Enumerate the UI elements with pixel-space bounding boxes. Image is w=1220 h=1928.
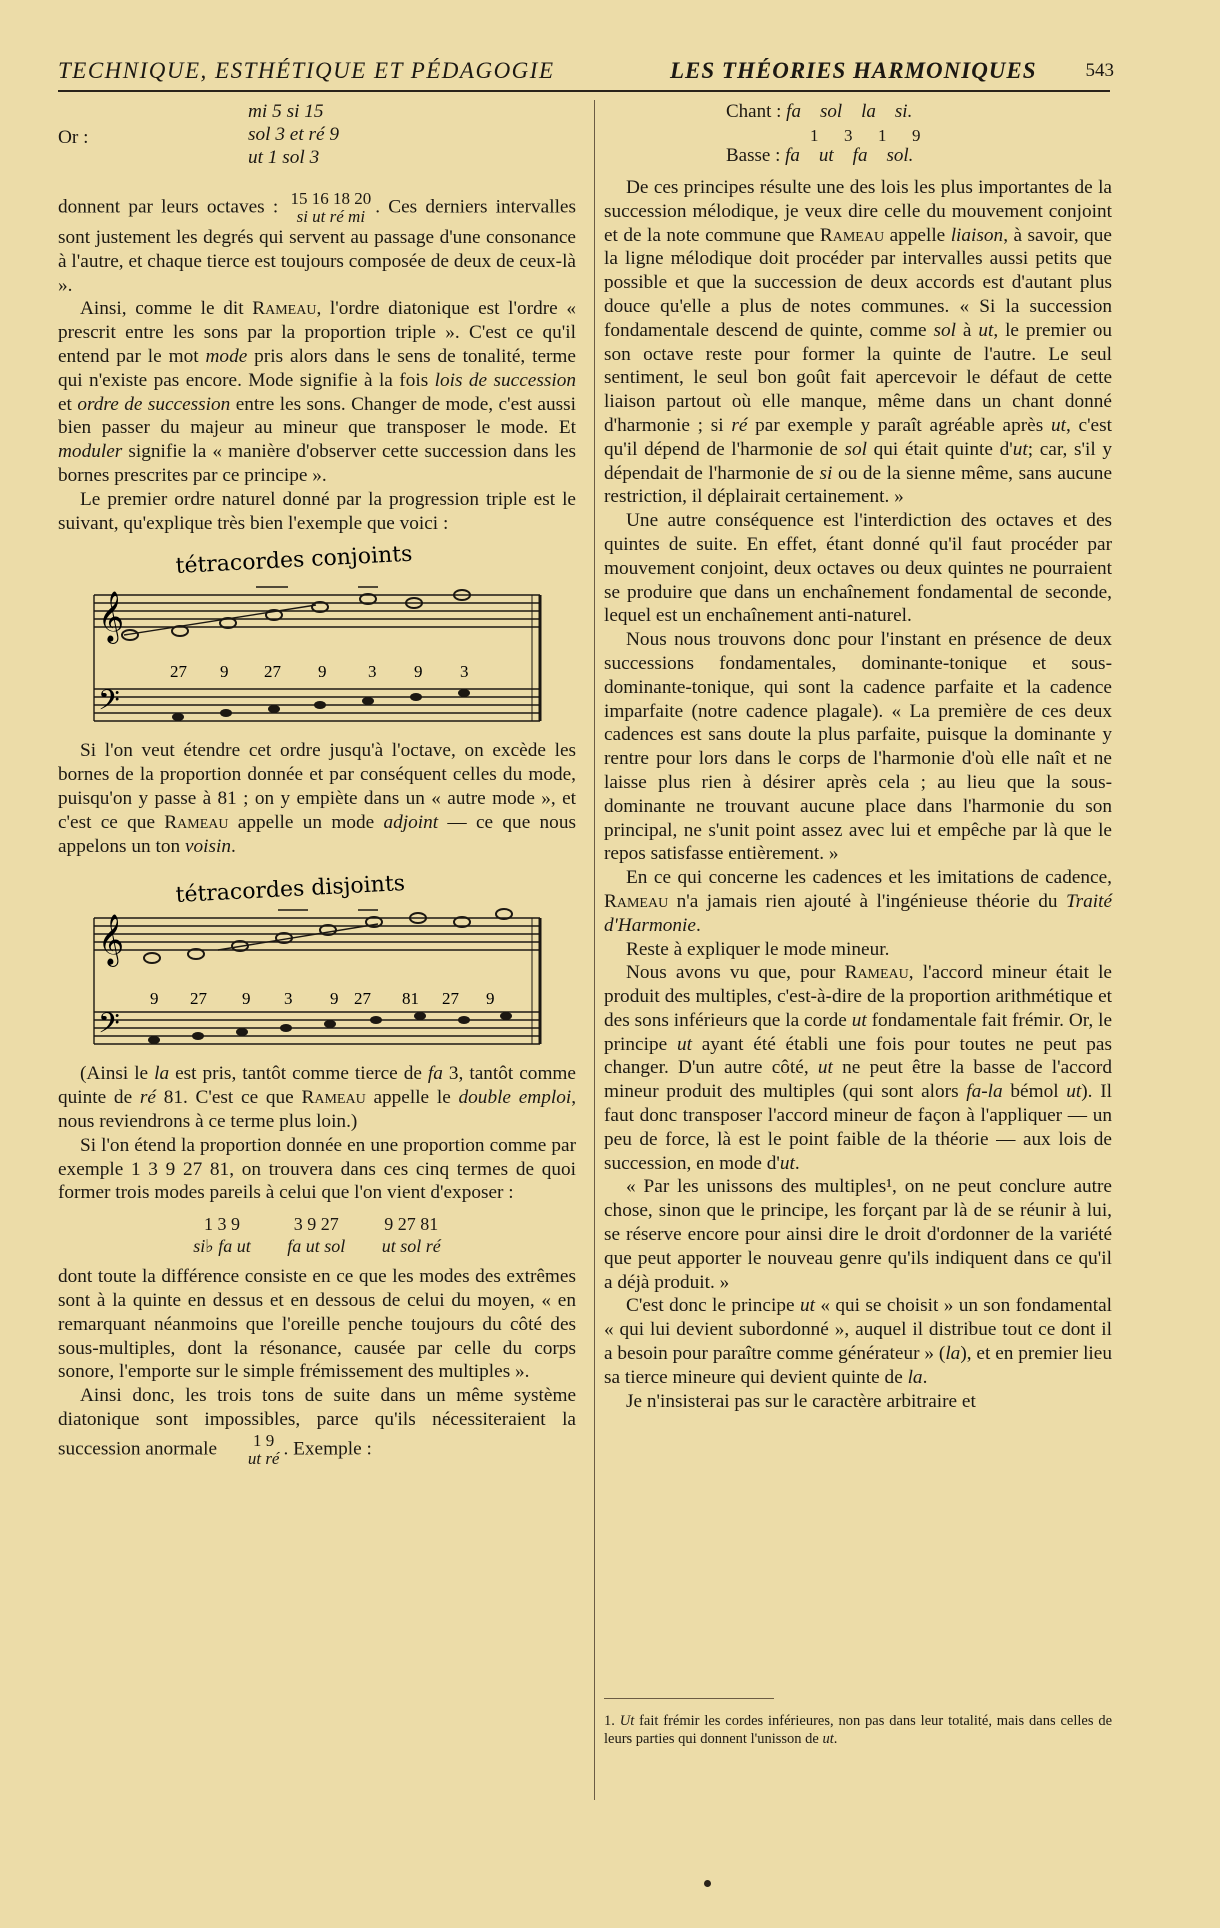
or-label: Or : [58,127,89,148]
or-line: mi 5 si 15 [248,101,324,122]
mode-group: 3 9 27 fa ut sol [287,1214,346,1257]
paragraph: C'est donc le principe ut « qui se choisit » un son fondamental « qui lui devient subordonné », auquel il distribue tout ce dont il a besoin pour paraître comme générateur » (la), et en premier lieu sa tierce mineure qui devient quinte de la. [604,1295,1112,1388]
footnote: 1. Ut fait frémir les cordes inférieures, non pas dans leur totalité, mais dans celles de leurs parties qui donnent l'unisson de ut. [604,1712,1112,1748]
music-example-disjoint [58,862,576,1062]
svg-text:9: 9 [150,989,159,1009]
basse-numbers: 1 3 1 9 [810,126,921,145]
svg-text:3: 3 [460,662,469,682]
header-left-title: TECHNIQUE, ESTHÉTIQUE ET PÉDAGOGIE [58,58,555,83]
or-line: ut 1 sol 3 [248,147,320,168]
svg-text:81: 81 [402,989,419,1009]
paragraph: Si l'on veut étendre cet ordre jusqu'à l'octave, on excède les bornes de la proportion donnée et par conséquent celles du mode, puisqu'on y passe à 81 ; on y empiète dans un « autre mode », et c'est ce que Rameau appelle un mode adjoint — ce que nous appelons un ton voisin. [58,740,576,857]
running-header [58,58,1114,88]
svg-text:27: 27 [442,989,459,1009]
footnote-rule [604,1698,774,1699]
paragraph: Je n'insisterai pas sur le caractère arbitraire et [626,1390,976,1412]
or-ratios [58,100,576,190]
staff-numbers [170,662,469,681]
bass-clef-icon: 𝄢 [98,684,120,725]
svg-text:27: 27 [190,989,207,1009]
chant-basse-example [604,100,1112,176]
paragraph: En ce qui concerne les cadences et les imitations de cadence, Rameau n'a jamais rien ajouté à l'ingénieuse théorie du Traité d'Harmonie. [604,867,1113,936]
anomalous-fraction: 1 9 ut ré [247,1430,280,1468]
paragraph: Le premier ordre naturel donné par la progression triple est le suivant, qu'explique très bien l'exemple que voici : [58,488,576,534]
paragraph: « Par les unissons des multiples¹, on ne peut conclure autre chose, sinon que le principe, les forçant par là de se réunir à lui, se réserve encore pour ainsi dire le droit d'ordonner de la variété que peut apporter le nouveau genre qu'ils indiquent dans ce qu'il a déjà produit. » [604,1176,1112,1293]
basse-line: Basse : fa ut fa sol. [726,145,914,166]
paragraph: dont toute la différence consiste en ce que les modes des extrêmes sont à la quinte en dessus et en dessous de celui du moyen, « en remarquant néanmoins que l'oreille penche toujours du côté des sous-multiples, dont la résonance, causée par celle du corps sonore, l'emporte sur le simple frémissement des multiples ». [58,1266,576,1383]
paragraph: Nous nous trouvons donc pour l'instant en présence de deux successions fondamentales, dominante-tonique et sous-dominante-tonique, qui sont la cadence parfaite et la cadence imparfaite (notre cadence plagale). « La première de ces deux cadences est sans doute la plus parfaite, puisque la dominante y rentre pour lors dans le corps de l'harmonie d'où elle naît et ne laisse plus rien à désirer après cela ; au lieu que la sous-dominante ne trouvant aucune place dans l'harmonie du son principal, ne s'unit point assez avec lui et empêche par là que le repos satisfasse entièrement. » [604,629,1112,865]
svg-text:9: 9 [318,662,327,682]
right-column [604,100,1112,1413]
left-column [58,100,576,1468]
treble-notes [144,909,512,963]
or-lines [248,100,339,169]
svg-text:27: 27 [354,989,371,1009]
svg-text:9: 9 [220,662,229,682]
staff-numbers [150,989,495,1008]
paragraph: De ces principes résulte une des lois les plus importantes de la succession mélodique, je veux dire celle du mouvement conjoint et de la note commune que Rameau appelle liaison, à savoir, que la ligne mélodique doit procéder par intervalles aussi petits que possible et que la succession de deux accords est d'autant plus douce qu'elle a plus de notes communes. « Si la succession fondamentale descend de quinte, comme sol à ut, le premier ou son octave reste pour former la quinte de l'autre. Le seul sentiment, le seul bon goût fait apercevoir le défaut de cette liaison partout où elle manque, même dans un chant donné d'harmonie ; si ré par exemple y paraît agréable après ut, c'est qu'il dépend de l'harmonie de sol qui était quinte d'ut; car, s'il y dépendait de l'harmonie de si ou de la sienne même, sans aucune restriction, il déplairait certainement. » [604,177,1113,508]
svg-text:27: 27 [264,662,281,682]
paragraph: Nous avons vu que, pour Rameau, l'accord mineur était le produit des multiples, c'est-à-dire de la proportion arithmétique et des sons inférieurs que la corde ut fondamentale fait frémir. Or, le principe ut ayant été établi une fois pour toutes ne peut pas changer. D'un autre côté, ut ne peut être la basse de l'accord mineur produit des multiples (qui sont alors fa-la bémol ut). Il faut donc transposer l'accord mineur de façon à l'appliquer — un peu de force, là est le point faible de la théorie — aux lois de succession, en mode d'ut. [604,962,1113,1174]
chant-line: Chant : fa sol la si. [726,101,913,122]
three-modes-table [58,1213,576,1257]
column-separator [594,100,595,1800]
svg-text:9: 9 [414,662,423,682]
staff-disjoint-svg [58,862,576,1058]
staff-title: tétracordes conjoints [175,541,413,580]
music-example-conjoint [58,539,576,739]
svg-text:9: 9 [486,989,495,1009]
header-right-title: LES THÉORIES HARMONIQUES [670,58,1037,83]
staff-conjoint-svg [58,539,576,735]
svg-text:3: 3 [284,989,293,1009]
staff-title: tétracordes disjoints [175,871,406,909]
octaves-fraction: 15 16 18 20 si ut ré mi [290,189,372,226]
paragraph: Une autre conséquence est l'interdiction des octaves et des quintes de suite. En effet, étant donné qu'il faut procéder par mouvement conjoint, deux octaves ou deux quintes ne pourraient se produire que dans un enchaînement fondamental de seconde, lequel est un enchaînement anti-naturel. [604,510,1112,627]
treble-notes [122,590,470,640]
header-rule [58,90,1110,92]
paragraph: Ainsi donc, les trois tons de suite dans un même système diatonique sont impossibles, parce qu'ils nécessiteraient la succession anormale 1 9 ut ré . Exemple : [58,1385,576,1468]
paragraph: Ainsi, comme le dit Rameau, l'ordre diatonique est l'ordre « prescrit entre les sons par la proportion triple ». C'est ce qu'il entend par le mot mode pris alors dans le sens de tonalité, terme qui n'existe pas encore. Mode signifie à la fois lois de succession et ordre de succession entre les sons. Changer de mode, c'est aussi bien passer du majeur au mineur que transposer le mode. Et moduler signifie la « manière d'observer cette succession dans les bornes prescrites par ce principe ». [58,298,577,486]
mode-group: 9 27 81 ut sol ré [381,1214,441,1257]
paragraph: donnent par leurs octaves : 15 16 18 20 si ut ré mi . Ces derniers intervalles sont justement les degrés qui servent au passage d'une consonance à l'autre, et chaque tierce est toujours composée de deux de ceux-là ». [58,189,576,296]
treble-clef-icon: 𝄞 [98,914,125,966]
paragraph: (Ainsi le la est pris, tantôt comme tierce de fa 3, tantôt comme quinte de ré 81. C'est ce que Rameau appelle le double emploi, nous reviendrons à ce terme plus loin.) [58,1063,577,1132]
paragraph: Reste à expliquer le mode mineur. [626,938,890,960]
or-line: sol 3 et ré 9 [248,124,340,145]
mode-group: 1 3 9 si♭ fa ut [193,1214,251,1257]
svg-text:9: 9 [242,989,251,1009]
svg-text:9: 9 [330,989,339,1009]
treble-clef-icon: 𝄞 [98,591,125,643]
page-number: 543 [1085,60,1114,81]
ink-dot [704,1880,711,1887]
bass-clef-icon: 𝄢 [98,1007,120,1048]
svg-text:3: 3 [368,662,377,682]
paragraph: Si l'on étend la proportion donnée en une proportion comme par exemple 1 3 9 27 81, on trouvera dans ces cinq termes de quoi former trois modes pareils à celui que l'on vient d'exposer : [58,1134,576,1204]
svg-text:27: 27 [170,662,187,682]
